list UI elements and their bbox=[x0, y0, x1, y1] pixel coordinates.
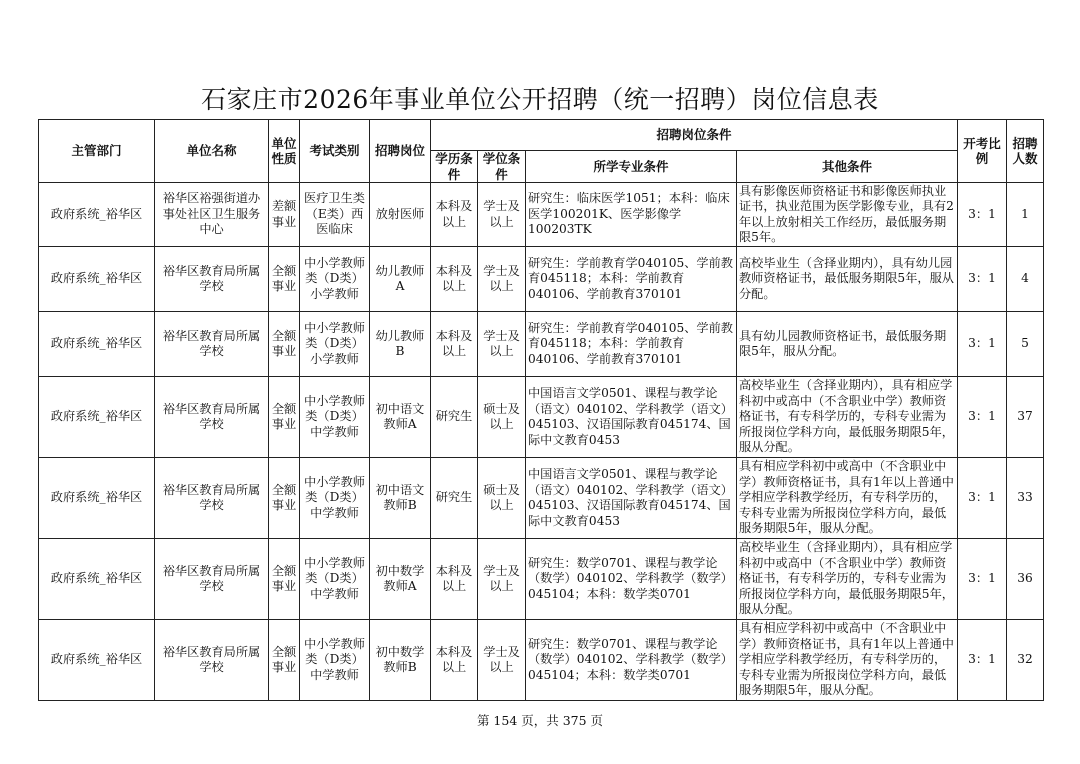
cell-post: 初中语文教师B bbox=[370, 458, 431, 539]
cell-dept: 政府系统_裕华区 bbox=[39, 458, 155, 539]
cell-nature: 全额事业 bbox=[269, 539, 300, 620]
cell-unit: 裕华区教育局所属学校 bbox=[155, 247, 269, 312]
cell-unit: 裕华区裕强街道办事处社区卫生服务中心 bbox=[155, 183, 269, 247]
cell-other: 高校毕业生（含择业期内），具有相应学科初中或高中（不含职业中学）教师资格证书，有专科学历的，专科专业需为所报岗位学科方向，最低服务期限5年，服从分配。 bbox=[737, 539, 958, 620]
header-exam: 考试类别 bbox=[300, 120, 370, 183]
cell-unit: 裕华区教育局所属学校 bbox=[155, 312, 269, 377]
header-ratio: 开考比例 bbox=[958, 120, 1007, 183]
table-row bbox=[39, 377, 1044, 458]
cell-edu: 研究生 bbox=[431, 377, 478, 458]
cell-other: 具有相应学科初中或高中（不含职业中学）教师资格证书，具有1年以上普通中学相应学科教学经历，有专科学历的，专科专业需为所报岗位学科方向，最低服务期限5年，服从分配。 bbox=[737, 620, 958, 701]
table-row bbox=[39, 458, 1044, 539]
cell-nature: 全额事业 bbox=[269, 620, 300, 701]
page-title: 石家庄市2026年事业单位公开招聘（统一招聘）岗位信息表 bbox=[201, 85, 879, 114]
cell-ratio: 3：1 bbox=[958, 377, 1007, 458]
recruitment-table bbox=[38, 119, 1044, 701]
cell-count: 5 bbox=[1007, 312, 1044, 377]
header-degree: 学位条件 bbox=[478, 151, 526, 183]
cell-exam: 中小学教师类（D类）中学教师 bbox=[300, 458, 370, 539]
table-row bbox=[39, 620, 1044, 701]
page-footer: 第 154 页，共 375 页 bbox=[476, 713, 604, 728]
cell-dept: 政府系统_裕华区 bbox=[39, 247, 155, 312]
cell-dept: 政府系统_裕华区 bbox=[39, 183, 155, 247]
cell-major: 研究生：数学0701、课程与教学论（数学）040102、学科教学（数学）045104；本科：数学类0701 bbox=[526, 620, 737, 701]
header-post: 招聘岗位 bbox=[370, 120, 431, 183]
cell-ratio: 3：1 bbox=[958, 539, 1007, 620]
cell-ratio: 3：1 bbox=[958, 620, 1007, 701]
cell-major: 研究生：临床医学1051；本科：临床医学100201K、医学影像学100203TK bbox=[526, 183, 737, 247]
cell-other: 高校毕业生（含择业期内），具有相应学科初中或高中（不含职业中学）教师资格证书，有专科学历的，专科专业需为所报岗位学科方向，最低服务期限5年，服从分配。 bbox=[737, 377, 958, 458]
cell-post: 放射医师 bbox=[370, 183, 431, 247]
cell-exam: 中小学教师类（D类）中学教师 bbox=[300, 539, 370, 620]
cell-count: 33 bbox=[1007, 458, 1044, 539]
cell-exam: 医疗卫生类（E类）西医临床 bbox=[300, 183, 370, 247]
cell-major: 研究生：学前教育学040105、学前教育045118；本科：学前教育040106、学前教育370101 bbox=[526, 312, 737, 377]
cell-unit: 裕华区教育局所属学校 bbox=[155, 377, 269, 458]
cell-ratio: 3：1 bbox=[958, 247, 1007, 312]
cell-degree: 学士及以上 bbox=[478, 539, 526, 620]
cell-edu: 本科及以上 bbox=[431, 247, 478, 312]
cell-degree: 硕士及以上 bbox=[478, 458, 526, 539]
cell-other: 高校毕业生（含择业期内），具有幼儿园教师资格证书，最低服务期限5年，服从分配。 bbox=[737, 247, 958, 312]
cell-major: 研究生：数学0701、课程与教学论（数学）040102、学科教学（数学）045104；本科：数学类0701 bbox=[526, 539, 737, 620]
cell-exam: 中小学教师类（D类）中学教师 bbox=[300, 377, 370, 458]
cell-dept: 政府系统_裕华区 bbox=[39, 312, 155, 377]
header-unit: 单位名称 bbox=[155, 120, 269, 183]
cell-post: 初中数学教师B bbox=[370, 620, 431, 701]
cell-exam: 中小学教师类（D类）中学教师 bbox=[300, 620, 370, 701]
header-conditions: 招聘岗位条件 bbox=[431, 120, 958, 151]
cell-post: 幼儿教师B bbox=[370, 312, 431, 377]
cell-major: 研究生：学前教育学040105、学前教育045118；本科：学前教育040106、学前教育370101 bbox=[526, 247, 737, 312]
header-nature: 单位性质 bbox=[269, 120, 300, 183]
header-dept: 主管部门 bbox=[39, 120, 155, 183]
header-count: 招聘人数 bbox=[1007, 120, 1044, 183]
cell-count: 1 bbox=[1007, 183, 1044, 247]
header-major: 所学专业条件 bbox=[526, 151, 737, 183]
cell-nature: 全额事业 bbox=[269, 312, 300, 377]
cell-post: 初中语文教师A bbox=[370, 377, 431, 458]
cell-nature: 全额事业 bbox=[269, 458, 300, 539]
cell-other: 具有幼儿园教师资格证书，最低服务期限5年，服从分配。 bbox=[737, 312, 958, 377]
cell-degree: 学士及以上 bbox=[478, 247, 526, 312]
cell-unit: 裕华区教育局所属学校 bbox=[155, 539, 269, 620]
cell-dept: 政府系统_裕华区 bbox=[39, 377, 155, 458]
cell-edu: 研究生 bbox=[431, 458, 478, 539]
cell-degree: 学士及以上 bbox=[478, 620, 526, 701]
cell-major: 中国语言文学0501、课程与教学论（语文）040102、学科教学（语文）045103、汉语国际教育045174、国际中文教育0453 bbox=[526, 377, 737, 458]
cell-count: 37 bbox=[1007, 377, 1044, 458]
cell-dept: 政府系统_裕华区 bbox=[39, 620, 155, 701]
cell-degree: 学士及以上 bbox=[478, 183, 526, 247]
cell-other: 具有相应学科初中或高中（不含职业中学）教师资格证书，具有1年以上普通中学相应学科教学经历，有专科学历的，专科专业需为所报岗位学科方向，最低服务期限5年，服从分配。 bbox=[737, 458, 958, 539]
cell-degree: 学士及以上 bbox=[478, 312, 526, 377]
cell-exam: 中小学教师类（D类）小学教师 bbox=[300, 312, 370, 377]
cell-edu: 本科及以上 bbox=[431, 183, 478, 247]
cell-unit: 裕华区教育局所属学校 bbox=[155, 620, 269, 701]
cell-count: 36 bbox=[1007, 539, 1044, 620]
cell-edu: 本科及以上 bbox=[431, 539, 478, 620]
table-row bbox=[39, 183, 1044, 247]
header-edu: 学历条件 bbox=[431, 151, 478, 183]
table-row bbox=[39, 312, 1044, 377]
cell-edu: 本科及以上 bbox=[431, 620, 478, 701]
cell-degree: 硕士及以上 bbox=[478, 377, 526, 458]
table-row bbox=[39, 539, 1044, 620]
cell-nature: 差额事业 bbox=[269, 183, 300, 247]
cell-major: 中国语言文学0501、课程与教学论（语文）040102、学科教学（语文）045103、汉语国际教育045174、国际中文教育0453 bbox=[526, 458, 737, 539]
cell-dept: 政府系统_裕华区 bbox=[39, 539, 155, 620]
cell-ratio: 3：1 bbox=[958, 312, 1007, 377]
cell-ratio: 3：1 bbox=[958, 458, 1007, 539]
cell-other: 具有影像医师资格证书和影像医师执业证书，执业范围为医学影像专业，具有2年以上放射相关工作经历，最低服务期限5年。 bbox=[737, 183, 958, 247]
cell-nature: 全额事业 bbox=[269, 377, 300, 458]
cell-post: 幼儿教师A bbox=[370, 247, 431, 312]
cell-count: 32 bbox=[1007, 620, 1044, 701]
table-row bbox=[39, 247, 1044, 312]
cell-exam: 中小学教师类（D类）小学教师 bbox=[300, 247, 370, 312]
cell-unit: 裕华区教育局所属学校 bbox=[155, 458, 269, 539]
cell-post: 初中数学教师A bbox=[370, 539, 431, 620]
cell-edu: 本科及以上 bbox=[431, 312, 478, 377]
header-other: 其他条件 bbox=[737, 151, 958, 183]
cell-count: 4 bbox=[1007, 247, 1044, 312]
cell-ratio: 3：1 bbox=[958, 183, 1007, 247]
cell-nature: 全额事业 bbox=[269, 247, 300, 312]
